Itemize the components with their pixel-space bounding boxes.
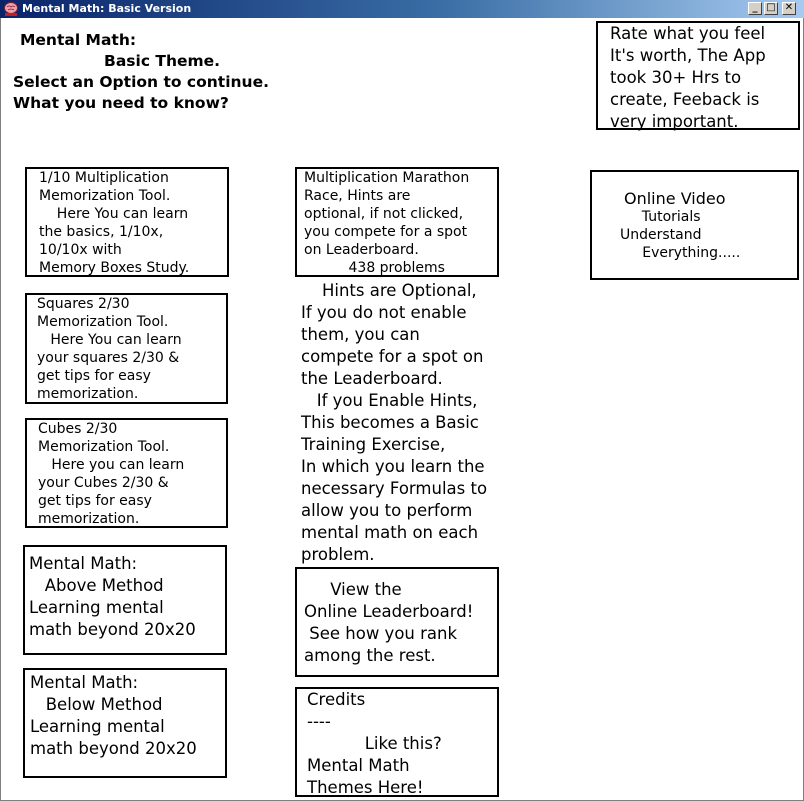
option-line: optional, if not clicked, xyxy=(304,206,464,222)
option-line: memorization. xyxy=(37,386,139,402)
option-line: Here you can learn xyxy=(38,457,185,473)
option-line: Learning mental xyxy=(29,598,164,617)
hints-line: Hints are Optional, xyxy=(301,281,477,300)
option-line: ---- xyxy=(307,712,331,731)
rate-line: create, Feeback is xyxy=(610,90,760,109)
option-line: Understand xyxy=(620,227,702,243)
option-line: Squares 2/30 xyxy=(37,296,130,312)
option-line: Memory Boxes Study. xyxy=(39,260,190,276)
option-line: get tips for easy xyxy=(37,368,151,384)
hints-line: mental math on each xyxy=(301,523,479,542)
option-line: Here You can learn xyxy=(39,206,189,222)
below-method-button[interactable] xyxy=(23,668,227,778)
rate-app-button[interactable] xyxy=(596,21,800,130)
cubes-memorization-button[interactable] xyxy=(25,418,228,528)
hints-line: If you do not enable xyxy=(301,303,467,322)
option-line: Everything..... xyxy=(620,245,741,261)
app-brain-icon xyxy=(3,1,19,17)
hints-info-text xyxy=(301,280,516,566)
option-line: Above Method xyxy=(29,576,164,595)
option-line: math beyond 20x20 xyxy=(29,620,196,639)
problem-count: 438 problems xyxy=(304,260,445,276)
multiplication-marathon-button[interactable] xyxy=(295,167,499,277)
hints-line: them, you can xyxy=(301,325,420,344)
option-line: Race, Hints are xyxy=(304,188,411,204)
option-line: Below Method xyxy=(30,695,163,714)
option-line: Memorization Tool. xyxy=(38,439,170,455)
rate-line: It's worth, The App xyxy=(610,46,766,65)
option-line: Learning mental xyxy=(30,717,165,736)
online-leaderboard-button[interactable] xyxy=(295,567,499,677)
window-titlebar[interactable] xyxy=(0,0,804,18)
option-line: math beyond 20x20 xyxy=(30,739,197,758)
header-theme: Basic Theme. xyxy=(104,52,221,70)
hints-line: Training Exercise, xyxy=(301,435,446,454)
option-line: memorization. xyxy=(38,511,140,527)
header-instruction: Select an Option to continue. xyxy=(13,73,269,91)
hints-line: necessary Formulas to xyxy=(301,479,488,498)
hints-line: problem. xyxy=(301,545,375,564)
hints-line: the Leaderboard. xyxy=(301,369,443,388)
option-line: your squares 2/30 & xyxy=(37,350,180,366)
option-line: you compete for a spot xyxy=(304,224,468,240)
option-line: View the xyxy=(304,580,402,599)
online-video-tutorials-button[interactable] xyxy=(590,170,799,280)
squares-memorization-button[interactable] xyxy=(25,293,228,404)
hints-line: If you Enable Hints, xyxy=(301,391,478,410)
option-line: Multiplication Marathon xyxy=(304,170,470,186)
header-app-name: Mental Math: xyxy=(20,31,137,49)
option-line: on Leaderboard. xyxy=(304,242,419,258)
minimize-button[interactable]: _ xyxy=(748,2,762,15)
above-method-button[interactable] xyxy=(23,545,227,655)
option-line: 1/10 Multiplication xyxy=(39,170,169,186)
option-line: Online Video xyxy=(624,189,726,208)
option-line: the basics, 1/10x, xyxy=(39,224,164,240)
hints-line: In which you learn the xyxy=(301,457,485,476)
hints-line: This becomes a Basic xyxy=(301,413,479,432)
window-title: Mental Math: Basic Version xyxy=(22,2,192,15)
option-line: Mental Math: xyxy=(29,554,138,573)
option-line: Online Leaderboard! xyxy=(304,602,474,621)
option-line: get tips for easy xyxy=(38,493,152,509)
option-line: your Cubes 2/30 & xyxy=(38,475,169,491)
option-line: 10/10x with xyxy=(39,242,122,258)
rate-line: very important. xyxy=(610,112,739,131)
rate-line: Rate what you feel xyxy=(610,24,766,43)
credits-button[interactable] xyxy=(295,687,499,797)
hints-line: compete for a spot on xyxy=(301,347,484,366)
option-line: Like this? xyxy=(307,734,442,753)
option-line: Themes Here! xyxy=(307,778,424,797)
option-line: Cubes 2/30 xyxy=(38,421,118,437)
option-line: Here You can learn xyxy=(37,332,182,348)
maximize-button[interactable]: □ xyxy=(764,2,778,15)
option-line: among the rest. xyxy=(304,646,436,665)
header-question: What you need to know? xyxy=(13,94,229,112)
close-button[interactable]: ✕ xyxy=(782,2,796,15)
rate-line: took 30+ Hrs to xyxy=(610,68,742,87)
option-line: Memorization Tool. xyxy=(37,314,169,330)
option-line: Mental Math: xyxy=(30,673,139,692)
option-line: See how you rank xyxy=(304,624,458,643)
option-line: Credits xyxy=(307,690,366,709)
hints-line: allow you to perform xyxy=(301,501,473,520)
option-line: Mental Math xyxy=(307,756,410,775)
multiplication-memorization-button[interactable] xyxy=(25,167,229,277)
option-line: Tutorials xyxy=(624,209,701,225)
option-line: Memorization Tool. xyxy=(39,188,171,204)
